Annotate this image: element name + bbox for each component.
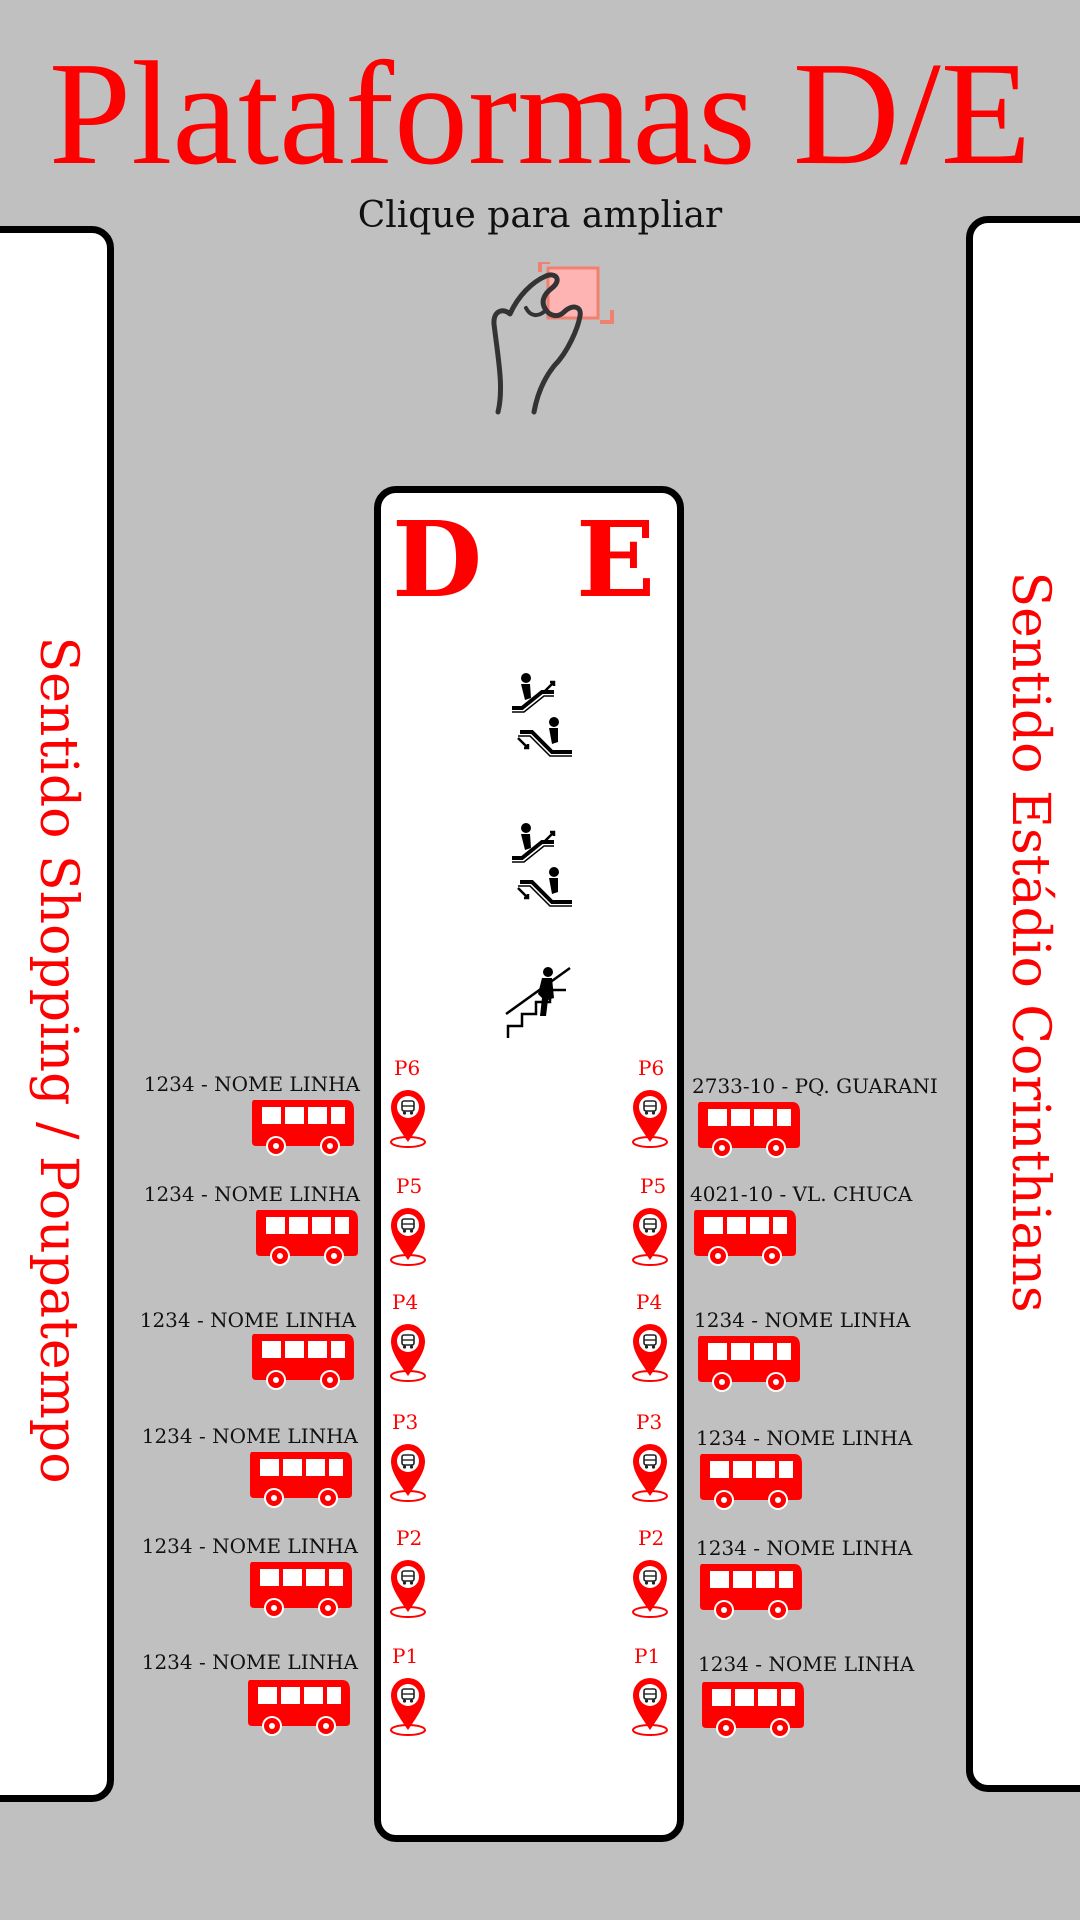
bus-icon: [248, 1448, 354, 1510]
platform-label-e-p1: P1: [634, 1644, 661, 1668]
bus-icon: [700, 1678, 806, 1740]
platform-label-e-p6: P6: [638, 1056, 665, 1080]
bus-stop-pin-icon[interactable]: [630, 1674, 670, 1736]
bus-icon: [250, 1330, 356, 1392]
bus-stop-pin-icon[interactable]: [388, 1086, 428, 1148]
platform-label-d-p4: P4: [392, 1290, 419, 1314]
page-title: Plataformas D/E: [48, 32, 1032, 196]
line-label-e-p6[interactable]: 2733-10 - PQ. GUARANI: [692, 1074, 938, 1098]
bus-stop-pin-icon[interactable]: [630, 1320, 670, 1382]
platform-label-e-p4: P4: [636, 1290, 663, 1314]
platform-letter-d: D: [392, 498, 483, 621]
line-label-e-p2[interactable]: 1234 - NOME LINHA: [696, 1536, 913, 1560]
bus-stop-pin-icon[interactable]: [388, 1204, 428, 1266]
line-label-d-p6[interactable]: 1234 - NOME LINHA: [143, 1072, 360, 1096]
line-label-d-p4[interactable]: 1234 - NOME LINHA: [139, 1308, 356, 1332]
bus-icon: [254, 1206, 360, 1268]
bus-icon: [692, 1206, 798, 1268]
pinch-zoom-icon[interactable]: [488, 262, 618, 418]
bus-stop-pin-icon[interactable]: [388, 1556, 428, 1618]
bus-stop-pin-icon[interactable]: [630, 1204, 670, 1266]
platform-label-d-p2: P2: [396, 1526, 423, 1550]
line-label-e-p1[interactable]: 1234 - NOME LINHA: [698, 1652, 915, 1676]
platform-label-e-p2: P2: [638, 1526, 665, 1550]
bus-stop-pin-icon[interactable]: [630, 1440, 670, 1502]
line-label-e-p3[interactable]: 1234 - NOME LINHA: [696, 1426, 913, 1450]
line-label-d-p5[interactable]: 1234 - NOME LINHA: [143, 1182, 360, 1206]
line-label-e-p4[interactable]: 1234 - NOME LINHA: [694, 1308, 911, 1332]
direction-label-right: Sentido Estádio Corinthians: [1000, 571, 1060, 1313]
platform-label-e-p5: P5: [640, 1174, 667, 1198]
stairs-icon: [504, 964, 576, 1040]
direction-label-left: Sentido Shopping / Poupatempo: [28, 636, 88, 1484]
line-label-d-p2[interactable]: 1234 - NOME LINHA: [141, 1534, 358, 1558]
bus-stop-pin-icon[interactable]: [630, 1556, 670, 1618]
bus-stop-pin-icon[interactable]: [388, 1440, 428, 1502]
platform-label-d-p1: P1: [392, 1644, 419, 1668]
platform-label-e-p3: P3: [636, 1410, 663, 1434]
line-label-e-p5[interactable]: 4021-10 - VL. CHUCA: [690, 1182, 913, 1206]
line-label-d-p3[interactable]: 1234 - NOME LINHA: [141, 1424, 358, 1448]
bus-icon: [698, 1450, 804, 1512]
zoom-hint-text[interactable]: Clique para ampliar: [357, 195, 723, 236]
line-label-d-p1[interactable]: 1234 - NOME LINHA: [141, 1650, 358, 1674]
platform-label-d-p5: P5: [396, 1174, 423, 1198]
bus-stop-pin-icon[interactable]: [630, 1086, 670, 1148]
platform-label-d-p6: P6: [394, 1056, 421, 1080]
escalator-icon: [510, 822, 574, 912]
escalator-icon: [510, 672, 574, 762]
bus-icon: [250, 1096, 356, 1158]
bus-icon: [246, 1676, 352, 1738]
bus-icon: [696, 1098, 802, 1160]
bus-icon: [248, 1558, 354, 1620]
platform-label-d-p3: P3: [392, 1410, 419, 1434]
bus-stop-pin-icon[interactable]: [388, 1320, 428, 1382]
platform-letter-e: E: [576, 498, 656, 621]
bus-stop-pin-icon[interactable]: [388, 1674, 428, 1736]
bus-icon: [696, 1332, 802, 1394]
bus-icon: [698, 1560, 804, 1622]
